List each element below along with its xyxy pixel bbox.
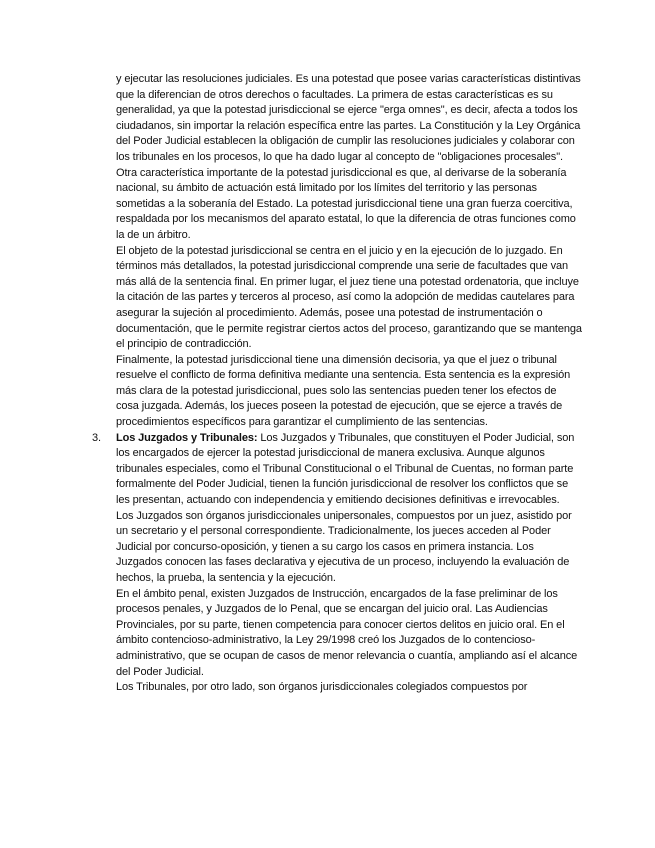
- paragraph: Los Tribunales, por otro lado, son órganos jurisdiccionales colegiados compuestos por: [116, 681, 528, 694]
- paragraph: y ejecutar las resoluciones judiciales. Es una potestad que posee varias características distintivas que la diferencian de otros derechos o facultades. La primera de estas características es su generalidad, ya que la potestad jurisdiccional se ejerce "erga omnes", es decir, afecta a todos los ciudadanos, sin importar la relación específica entre las partes. La Constitución y la Ley Orgánica del Poder Judicial establecen la obligación de cumplir las resoluciones judiciales y colaborar con los tribunales en los procesos, lo que ha dado lugar al concepto de "obligaciones procesales".: [116, 73, 581, 163]
- paragraph: Los Juzgados son órganos jurisdiccionales unipersonales, compuestos por un juez, asistido por un secretario y el personal correspondiente. Tradicionalmente, los jueces acceden al Poder Judicial por concurso-oposición, y tienen a su cargo los casos en primera instancia. Los Juzgados conocen las fases declarativa y ejecutiva de un proceso, incluyendo la evaluación de hechos, la prueba, la sentencia y la ejecución.: [116, 509, 572, 584]
- paragraph: Otra característica importante de la potestad jurisdiccional es que, al derivarse de la soberanía nacional, su ámbito de actuación está limitado por los límites del territorio y las personas sometidas a la soberanía del Estado. La potestad jurisdiccional tiene una gran fuerza coercitiva, respaldada por los mecanismos del aparato estatal, lo que la diferencia de otras funciones como la de un árbitro.: [116, 166, 576, 241]
- list-item-number: 3.: [92, 431, 101, 444]
- section-lead: Los Juzgados y Tribunales, que constituyen el Poder Judicial, son los encargados de ejercer la potestad jurisdiccional de manera exclusiva. Aunque algunos tribunales especiales, como el Tribunal Constitucional o el Tribunal de Cuentas, no forman parte formalmente del Poder Judicial, tienen la función jurisdiccional de resolver los conflictos que se les presentan, actuando con independencia y emitiendo decisiones definitivas e irrevocables.: [116, 431, 575, 507]
- paragraph: El objeto de la potestad jurisdiccional se centra en el juicio y en la ejecución de lo juzgado. En términos más detallados, la potestad jurisdiccional comprende una serie de facultades que van más allá de la sentencia final. En primer lugar, el juez tiene una potestad ordenatoria, que incluye la citación de las partes y terceros al proceso, así como la adopción de medidas cautelares para asegurar la sujeción al procedimiento. Además, posee una potestad de instrumentación o documentación, que le permite registrar ciertos actos del proceso, garantizando que se mantenga el principio de contradicción.: [116, 244, 582, 351]
- paragraph: En el ámbito penal, existen Juzgados de Instrucción, encargados de la fase preliminar de los procesos penales, y Juzgados de lo Penal, que se encargan del juicio oral. Las Audiencias Provinciales, por su parte, tienen competencia para conocer ciertos delitos en juicio oral. En el ámbito contencioso-administrativo, la Ley 29/1998 creó los Juzgados de lo contencioso-administrativo, que se ocupan de casos de menor relevancia o cuantía, ampliando así el alcance del Poder Judicial.: [116, 587, 578, 678]
- list-item-3: [92, 431, 582, 696]
- section-title: Los Juzgados y Tribunales:: [116, 431, 258, 444]
- document-body: [92, 72, 582, 696]
- paragraph: Finalmente, la potestad jurisdiccional tiene una dimensión decisoria, ya que el juez o tribunal resuelve el conflicto de forma definitiva mediante una sentencia. Esta sentencia es la expresión más clara de la potestad jurisdiccional, pues solo las sentencias pueden tener los efectos de cosa juzgada. Además, los jueces poseen la potestad de ejecución, que se ejerce a través de procedimientos específicos para garantizar el cumplimiento de las sentencias.: [116, 353, 571, 429]
- paragraph: [116, 431, 582, 509]
